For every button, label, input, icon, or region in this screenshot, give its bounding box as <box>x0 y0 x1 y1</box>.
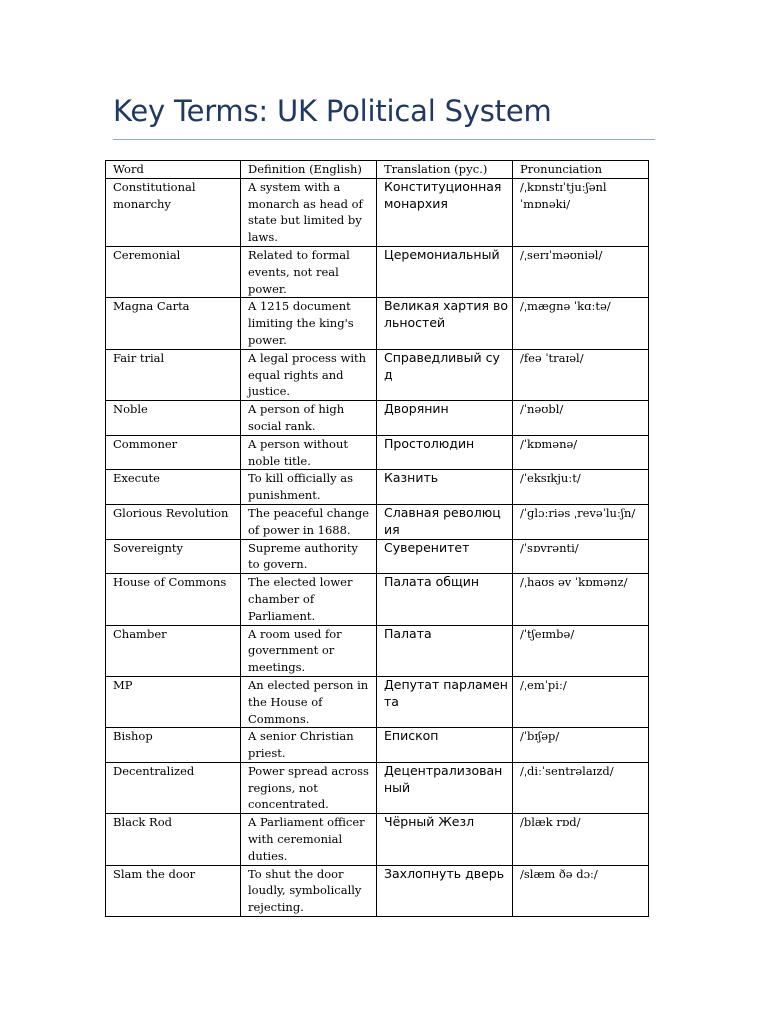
term-translation: Захлопнуть дверь <box>377 865 513 916</box>
term-definition: The elected lower chamber of Parliament. <box>241 574 377 625</box>
term-word: Slam the door <box>106 865 241 916</box>
term-pronunciation: /ˌkɒnstɪˈtjuːʃənl ˈmɒnəki/ <box>513 178 649 246</box>
term-definition: Related to formal events, not real power. <box>241 246 377 297</box>
header-translation: Translation (рус.) <box>377 161 513 179</box>
term-word: Fair trial <box>106 349 241 400</box>
term-translation: Справедливый суд <box>377 349 513 400</box>
term-word: Glorious Revolution <box>106 504 241 539</box>
term-translation: Епископ <box>377 728 513 763</box>
term-definition: A legal process with equal rights and justice. <box>241 349 377 400</box>
key-terms-table <box>105 160 649 917</box>
term-pronunciation: /ˈnəʊbl/ <box>513 401 649 436</box>
term-definition: To kill officially as punishment. <box>241 470 377 505</box>
term-definition: A person without noble title. <box>241 435 377 470</box>
table-row <box>106 298 649 349</box>
term-pronunciation: /ˈsɒvrənti/ <box>513 539 649 574</box>
term-word: Magna Carta <box>106 298 241 349</box>
term-pronunciation: /ˈeksɪkjuːt/ <box>513 470 649 505</box>
term-word: Execute <box>106 470 241 505</box>
table-row <box>106 435 649 470</box>
term-pronunciation: /ˌserɪˈməʊniəl/ <box>513 246 649 297</box>
term-word: House of Commons <box>106 574 241 625</box>
term-word: Commoner <box>106 435 241 470</box>
term-word: Constitutional monarchy <box>106 178 241 246</box>
header-pronunciation: Pronunciation <box>513 161 649 179</box>
term-word: Bishop <box>106 728 241 763</box>
table-row <box>106 504 649 539</box>
table-row <box>106 401 649 436</box>
term-definition: A person of high social rank. <box>241 401 377 436</box>
table-row <box>106 246 649 297</box>
term-pronunciation: /ˈbɪʃəp/ <box>513 728 649 763</box>
term-pronunciation: /ˈkɒmənə/ <box>513 435 649 470</box>
table-row <box>106 539 649 574</box>
term-definition: A senior Christian priest. <box>241 728 377 763</box>
term-translation: Конституционная монархия <box>377 178 513 246</box>
term-translation: Палата общин <box>377 574 513 625</box>
term-pronunciation: /feə ˈtraɪəl/ <box>513 349 649 400</box>
term-translation: Славная революция <box>377 504 513 539</box>
term-definition: A Parliament officer with ceremonial duties. <box>241 814 377 865</box>
term-definition: A 1215 document limiting the king's power. <box>241 298 377 349</box>
term-definition: Power spread across regions, not concentrated. <box>241 762 377 813</box>
table-row <box>106 178 649 246</box>
term-word: Chamber <box>106 625 241 676</box>
term-pronunciation: /ˌmæɡnə ˈkɑːtə/ <box>513 298 649 349</box>
term-translation: Великая хартия вольностей <box>377 298 513 349</box>
term-definition: A room used for government or meetings. <box>241 625 377 676</box>
table-body <box>106 178 649 916</box>
term-translation: Палата <box>377 625 513 676</box>
table-row <box>106 728 649 763</box>
term-definition: A system with a monarch as head of state but limited by laws. <box>241 178 377 246</box>
term-pronunciation: /ˌdiːˈsentrəlaɪzd/ <box>513 762 649 813</box>
term-translation: Казнить <box>377 470 513 505</box>
table-row <box>106 865 649 916</box>
term-pronunciation: /ˈɡlɔːriəs ˌrevəˈluːʃn/ <box>513 504 649 539</box>
term-word: Black Rod <box>106 814 241 865</box>
term-translation: Суверенитет <box>377 539 513 574</box>
term-word: Noble <box>106 401 241 436</box>
table-row <box>106 349 649 400</box>
term-definition: Supreme authority to govern. <box>241 539 377 574</box>
term-translation: Депутат парламента <box>377 676 513 727</box>
term-translation: Децентрализованный <box>377 762 513 813</box>
term-definition: An elected person in the House of Commons. <box>241 676 377 727</box>
term-definition: To shut the door loudly, symbolically rejecting. <box>241 865 377 916</box>
term-pronunciation: /slæm ðə dɔː/ <box>513 865 649 916</box>
term-translation: Простолюдин <box>377 435 513 470</box>
table-row <box>106 470 649 505</box>
page-title: Key Terms: UK Political System <box>113 94 552 128</box>
header-definition: Definition (English) <box>241 161 377 179</box>
term-pronunciation: /ˌhaʊs əv ˈkɒmənz/ <box>513 574 649 625</box>
table-row <box>106 762 649 813</box>
table-row <box>106 574 649 625</box>
term-translation: Чёрный Жезл <box>377 814 513 865</box>
term-word: MP <box>106 676 241 727</box>
term-word: Sovereignty <box>106 539 241 574</box>
table-row <box>106 676 649 727</box>
term-word: Ceremonial <box>106 246 241 297</box>
term-word: Decentralized <box>106 762 241 813</box>
title-divider <box>113 139 655 140</box>
term-pronunciation: /ˈtʃeɪmbə/ <box>513 625 649 676</box>
header-word: Word <box>106 161 241 179</box>
table-header-row <box>106 161 649 179</box>
term-pronunciation: /ˌemˈpiː/ <box>513 676 649 727</box>
term-pronunciation: /blæk rɒd/ <box>513 814 649 865</box>
table-row <box>106 814 649 865</box>
term-definition: The peaceful change of power in 1688. <box>241 504 377 539</box>
term-translation: Церемониальный <box>377 246 513 297</box>
term-translation: Дворянин <box>377 401 513 436</box>
table-row <box>106 625 649 676</box>
